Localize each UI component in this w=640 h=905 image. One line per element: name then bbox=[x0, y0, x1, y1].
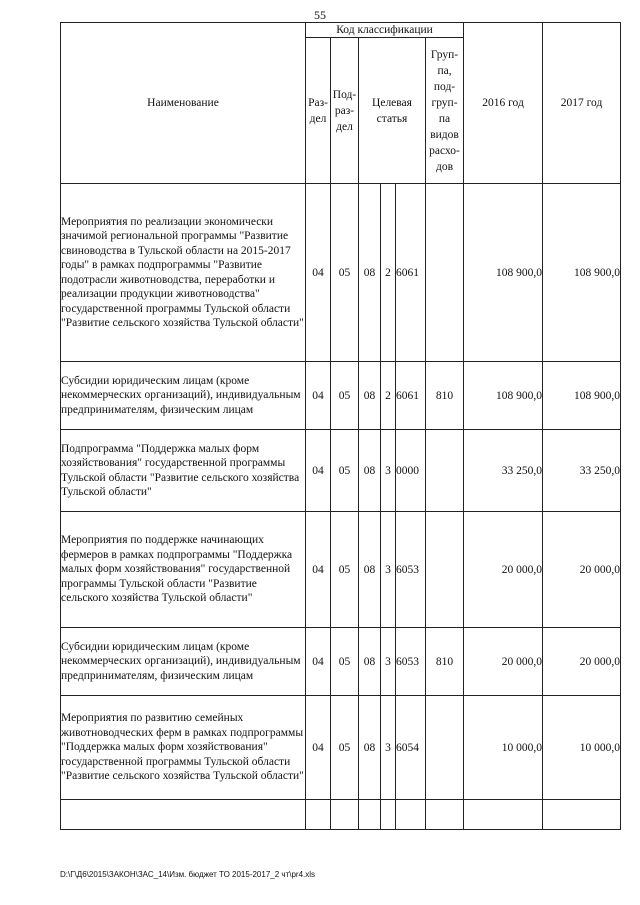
row-program: 08 bbox=[359, 430, 381, 512]
row-subsection: 05 bbox=[331, 362, 359, 430]
row-article: 6061 bbox=[396, 184, 426, 362]
row-program: 08 bbox=[359, 696, 381, 800]
header-group: Груп- па, под- груп- па видов расхо- дов bbox=[426, 38, 464, 184]
row-section: 04 bbox=[306, 362, 331, 430]
row-section: 04 bbox=[306, 628, 331, 696]
row-section: 04 bbox=[306, 184, 331, 362]
row-section: 04 bbox=[306, 512, 331, 628]
row-article: 6061 bbox=[396, 362, 426, 430]
row-2017: 108 900,0 bbox=[543, 362, 621, 430]
row-subsection: 05 bbox=[331, 430, 359, 512]
row-direction: 3 bbox=[381, 628, 396, 696]
table-row bbox=[61, 362, 621, 430]
row-group bbox=[426, 512, 464, 628]
footer-file-path: D:\Г\Д6\2015\ЗАКОН\ЗАС_14\Изм. бюджет ТО 2015-2017_2 чт\pr4.xls bbox=[60, 870, 316, 879]
row-2017: 20 000,0 bbox=[543, 628, 621, 696]
row-direction: 2 bbox=[381, 362, 396, 430]
row-name: Мероприятия по поддержке начинающих фермеров в рамках подпрограммы "Поддержка малых форм хозяйствования" государственной программы Тульской области "Развитие сельского хозяйства Тульской области" bbox=[61, 512, 306, 628]
table-row bbox=[61, 430, 621, 512]
row-group bbox=[426, 430, 464, 512]
header-section: Раз- дел bbox=[306, 38, 331, 184]
row-section: 04 bbox=[306, 696, 331, 800]
header-code: Код классификации bbox=[306, 23, 464, 38]
row-name: Подпрограмма "Поддержка малых форм хозяйствования" государственной программы Тульской области "Развитие сельского хозяйства Тульской области" bbox=[61, 430, 306, 512]
header-year-2016: 2016 год bbox=[464, 23, 543, 184]
row-article: 6053 bbox=[396, 512, 426, 628]
row-2016: 108 900,0 bbox=[464, 184, 543, 362]
table-row bbox=[61, 184, 621, 362]
row-name: Мероприятия по реализации экономически значимой региональной программы "Развитие свиноводства в Тульской области на 2015-2017 годы" в рамках подпрограммы "Развитие подотрасли животноводства, переработки и реализации продукции животноводства" государственной программы Тульской области "Развитие сельского хозяйства Тульской области" bbox=[61, 184, 306, 362]
row-direction: 3 bbox=[381, 430, 396, 512]
header-target-article: Целевая статья bbox=[359, 38, 426, 184]
row-program: 08 bbox=[359, 362, 381, 430]
row-2017: 33 250,0 bbox=[543, 430, 621, 512]
row-subsection: 05 bbox=[331, 696, 359, 800]
row-group bbox=[426, 184, 464, 362]
row-2017: 108 900,0 bbox=[543, 184, 621, 362]
row-program: 08 bbox=[359, 512, 381, 628]
row-2016: 20 000,0 bbox=[464, 512, 543, 628]
row-article: 0000 bbox=[396, 430, 426, 512]
budget-table bbox=[60, 22, 621, 830]
row-subsection: 05 bbox=[331, 628, 359, 696]
row-2017: 10 000,0 bbox=[543, 696, 621, 800]
row-name: Субсидии юридическим лицам (кроме некоммерческих организаций), индивидуальным предпринимателям, физическим лицам bbox=[61, 362, 306, 430]
row-section: 04 bbox=[306, 430, 331, 512]
row-article: 6054 bbox=[396, 696, 426, 800]
table-row bbox=[61, 512, 621, 628]
row-subsection: 05 bbox=[331, 184, 359, 362]
row-2016: 33 250,0 bbox=[464, 430, 543, 512]
row-direction: 3 bbox=[381, 512, 396, 628]
header-year-2017: 2017 год bbox=[543, 23, 621, 184]
row-2016: 10 000,0 bbox=[464, 696, 543, 800]
row-group bbox=[426, 696, 464, 800]
row-subsection: 05 bbox=[331, 512, 359, 628]
row-name: Мероприятия по развитию семейных животноводческих ферм в рамках подпрограммы "Поддержка малых форм хозяйствования" государственной программы Тульской области "Развитие сельского хозяйства Тульской области" bbox=[61, 696, 306, 800]
row-2016: 20 000,0 bbox=[464, 628, 543, 696]
header-subsection: Под- раз- дел bbox=[331, 38, 359, 184]
row-program: 08 bbox=[359, 184, 381, 362]
row-name: Субсидии юридическим лицам (кроме некоммерческих организаций), индивидуальным предпринимателям, физическим лицам bbox=[61, 628, 306, 696]
header-name: Наименование bbox=[61, 23, 306, 184]
row-article: 6053 bbox=[396, 628, 426, 696]
table-row bbox=[61, 696, 621, 800]
row-program: 08 bbox=[359, 628, 381, 696]
row-group: 810 bbox=[426, 628, 464, 696]
page-number: 55 bbox=[314, 8, 326, 22]
row-group: 810 bbox=[426, 362, 464, 430]
row-2016: 108 900,0 bbox=[464, 362, 543, 430]
row-2017: 20 000,0 bbox=[543, 512, 621, 628]
table-row bbox=[61, 628, 621, 696]
row-direction: 3 bbox=[381, 696, 396, 800]
table-row-blank bbox=[61, 800, 621, 830]
row-direction: 2 bbox=[381, 184, 396, 362]
